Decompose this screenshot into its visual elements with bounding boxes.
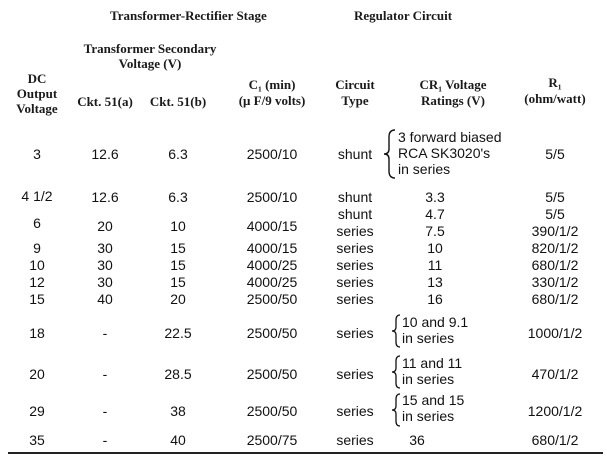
header-cr-line2: Ratings (V): [421, 93, 485, 108]
cell-type: series: [336, 257, 374, 273]
cell-r: 5/5: [545, 146, 565, 162]
cell-type: shunt: [337, 189, 373, 205]
cell-type: series: [336, 366, 374, 382]
cell-cr-line: in series: [398, 161, 451, 177]
cell-cr-line: RCA SK3020's: [398, 145, 491, 161]
cell-ckt-b: 40: [170, 432, 186, 448]
header-ckt-b: Ckt. 51(b): [149, 94, 207, 109]
cell-ckt-b: 20: [170, 291, 186, 307]
cell-cr-line: 11 and 11: [402, 355, 463, 371]
brace-icon: [383, 129, 397, 179]
brace-icon: [391, 355, 401, 389]
cell-cr: 3.3: [425, 189, 445, 205]
cell-r: 680/1/2: [531, 432, 579, 448]
cell-c1: 2500/75: [246, 432, 298, 448]
cell-ckt-b: 22.5: [164, 325, 192, 341]
cell-ckt-b: 38: [170, 403, 186, 419]
cell-r: 390/1/2: [531, 223, 579, 239]
cell-ckt-a: 40: [97, 291, 113, 307]
cell-c1: 4000/15: [246, 218, 298, 234]
cell-cr-line: 3 forward biased: [398, 129, 502, 145]
cell-type: series: [336, 274, 374, 290]
cell-cr-line: 10 and 9.1: [402, 314, 469, 330]
cell-type: series: [336, 325, 374, 341]
cell-r: 5/5: [545, 189, 565, 205]
header-r-line1: R₁: [548, 75, 562, 90]
cell-c1: 2500/10: [246, 189, 298, 205]
cell-cr-line: in series: [402, 408, 455, 424]
cell-ckt-a: 30: [97, 274, 113, 290]
cell-type: series: [336, 291, 374, 307]
cell-c1: 2500/50: [246, 403, 298, 419]
cell-dc: 12: [29, 274, 45, 290]
cell-c1: 2500/50: [246, 366, 298, 382]
cell-c1: 4000/15: [246, 240, 298, 256]
cell-c1: 2500/50: [246, 291, 298, 307]
cell-dc: 18: [29, 325, 45, 341]
cell-cr: 13: [427, 274, 443, 290]
group-header-regulator: Regulator Circuit: [354, 8, 453, 23]
cell-r: 1000/1/2: [527, 325, 583, 341]
group-header-secondary-line1: Transformer Secondary: [83, 41, 217, 56]
cell-dc: 4 1/2: [21, 188, 53, 204]
cell-dc: 15: [29, 291, 45, 307]
cell-type: series: [336, 403, 374, 419]
cell-r: 470/1/2: [531, 366, 579, 382]
cell-type: shunt: [337, 206, 373, 222]
cell-ckt-b: 6.3: [168, 146, 188, 162]
header-dc-line1: DC: [27, 71, 47, 86]
cell-dc: 10: [29, 257, 45, 273]
cell-ckt-a: -: [102, 432, 108, 448]
cell-ckt-b: 15: [170, 240, 186, 256]
cell-dc: 20: [29, 366, 45, 382]
cell-dc: 6: [33, 215, 41, 231]
cell-cr: 36: [409, 432, 425, 448]
cell-ckt-a: 30: [97, 257, 113, 273]
cell-cr-line: in series: [402, 371, 455, 387]
cell-r: 5/5: [545, 206, 565, 222]
cell-ckt-a: -: [102, 325, 108, 341]
header-c1-line1: C₁ (min): [248, 77, 296, 92]
cell-r: 1200/1/2: [527, 403, 583, 419]
cell-ckt-a: -: [102, 403, 108, 419]
cell-ckt-b: 28.5: [164, 366, 192, 382]
header-dc-line3: Voltage: [16, 101, 58, 116]
cell-r: 820/1/2: [531, 240, 579, 256]
cell-cr: 11: [427, 257, 443, 273]
group-header-secondary-line2: Voltage (V): [118, 56, 182, 71]
cell-ckt-a: 30: [97, 240, 113, 256]
header-c1-line2: (μ F/9 volts): [238, 93, 306, 108]
cell-dc: 9: [33, 240, 41, 256]
cell-c1: 4000/25: [246, 274, 298, 290]
header-r-line2: (ohm/watt): [524, 91, 586, 106]
cell-ckt-a: 20: [97, 218, 113, 234]
cell-dc: 3: [33, 146, 41, 162]
cell-type: series: [336, 240, 374, 256]
cell-cr-line: in series: [402, 330, 455, 346]
cell-r: 330/1/2: [531, 274, 579, 290]
cell-ckt-b: 10: [170, 218, 186, 234]
cell-cr: 7.5: [425, 223, 445, 239]
cell-c1: 2500/10: [246, 146, 298, 162]
cell-ckt-b: 15: [170, 274, 186, 290]
cell-r: 680/1/2: [531, 257, 579, 273]
cell-cr: 10: [427, 240, 443, 256]
header-type-line1: Circuit: [335, 77, 375, 92]
header-type-line2: Type: [341, 93, 369, 108]
cell-type: series: [336, 223, 374, 239]
header-dc-line2: Output: [16, 86, 58, 101]
cell-type: shunt: [337, 146, 373, 162]
cell-cr-line: 15 and 15: [402, 392, 465, 408]
cell-ckt-a: 12.6: [91, 146, 119, 162]
cell-r: 680/1/2: [531, 291, 579, 307]
brace-icon: [391, 314, 401, 348]
cell-type: series: [336, 432, 374, 448]
header-ckt-a: Ckt. 51(a): [77, 94, 133, 109]
cell-cr: 16: [427, 291, 443, 307]
cell-dc: 29: [29, 403, 45, 419]
cell-ckt-b: 15: [170, 257, 186, 273]
cell-ckt-b: 6.3: [168, 189, 188, 205]
cell-cr: 4.7: [425, 206, 445, 222]
bottom-rule: [8, 452, 603, 454]
cell-c1: 4000/25: [246, 257, 298, 273]
cell-c1: 2500/50: [246, 325, 298, 341]
cell-ckt-a: 12.6: [91, 189, 119, 205]
cell-ckt-a: -: [102, 366, 108, 382]
header-cr-line1: CR₁ Voltage: [419, 77, 487, 92]
brace-icon: [391, 393, 401, 427]
group-header-transformer-rectifier: Transformer-Rectifier Stage: [110, 8, 267, 23]
cell-dc: 35: [29, 432, 45, 448]
